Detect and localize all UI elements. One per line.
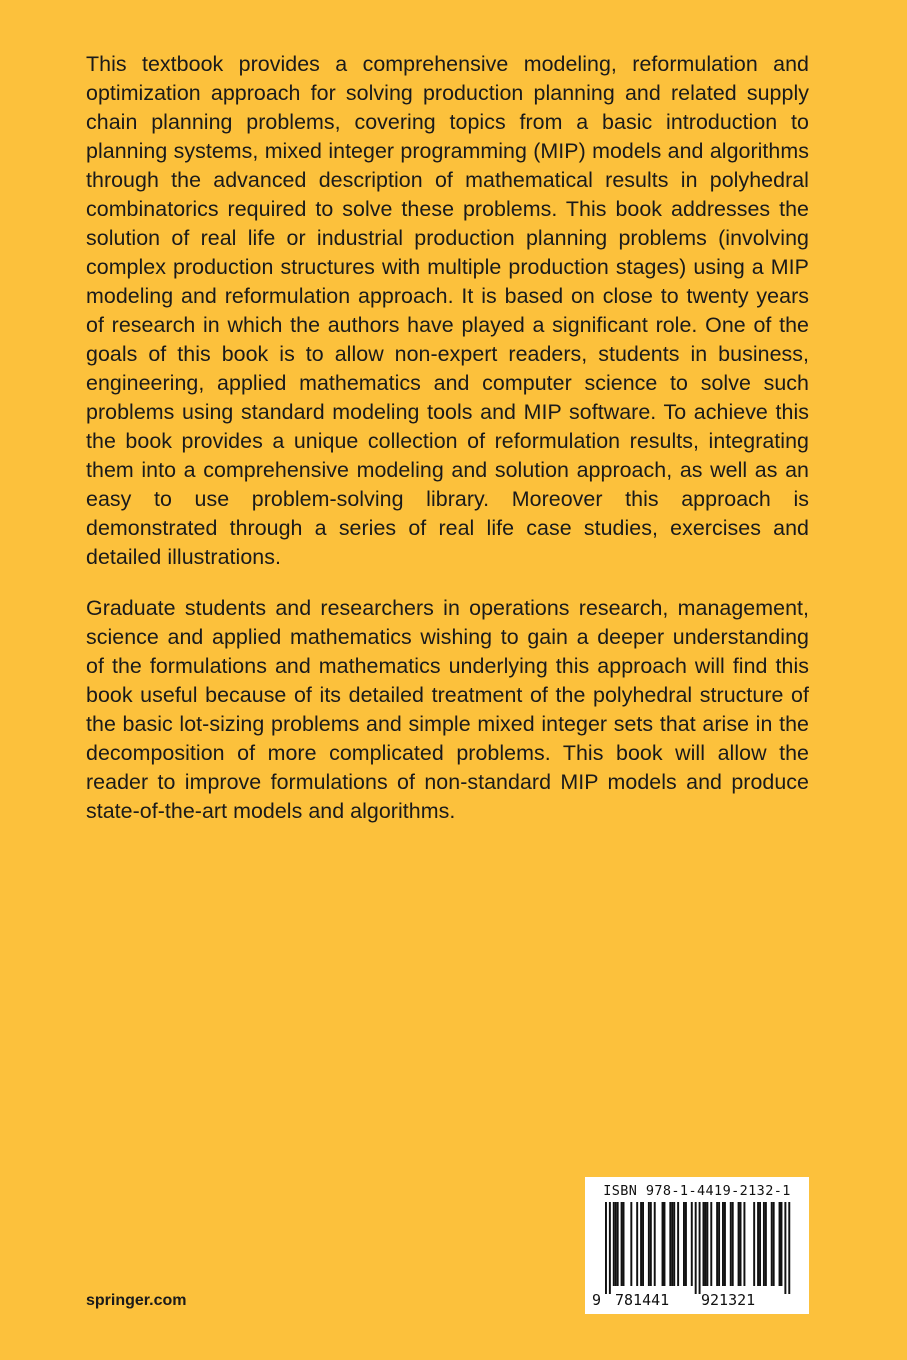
barcode-bar — [718, 1202, 720, 1286]
barcode-bars — [605, 1202, 795, 1294]
barcode-bar — [716, 1202, 718, 1286]
barcode-bar — [677, 1202, 679, 1286]
barcode-bar — [642, 1202, 644, 1286]
barcode-bar — [691, 1202, 693, 1286]
barcode-bar — [753, 1202, 755, 1286]
barcode-bar — [695, 1202, 697, 1294]
barcode-bar — [771, 1202, 773, 1286]
back-cover-description — [86, 50, 809, 848]
barcode-bar — [765, 1202, 767, 1286]
barcode-bar — [732, 1202, 734, 1286]
barcode-bar — [669, 1202, 671, 1286]
barcode-bar — [779, 1202, 781, 1286]
barcode-bar — [724, 1202, 726, 1286]
barcode-bar — [730, 1202, 732, 1286]
barcode-bar — [621, 1202, 623, 1286]
barcode-bar — [722, 1202, 724, 1286]
isbn-label: ISBN 978-1-4419-2132-1 — [603, 1183, 791, 1199]
barcode-bar — [699, 1202, 701, 1294]
barcode-bar — [673, 1202, 675, 1286]
barcode-bar — [743, 1202, 745, 1286]
isbn-barcode — [585, 1177, 809, 1314]
barcode-bar — [640, 1202, 642, 1286]
barcode-bar — [671, 1202, 673, 1286]
barcode-bar — [615, 1202, 617, 1286]
barcode-bar — [609, 1202, 611, 1294]
barcode-digits — [585, 1291, 809, 1311]
barcode-bar — [650, 1202, 652, 1286]
barcode-bar — [636, 1202, 638, 1286]
barcode-bar — [784, 1202, 786, 1294]
barcode-bar — [781, 1202, 783, 1286]
barcode-bar — [662, 1202, 664, 1286]
barcode-bar — [759, 1202, 761, 1286]
barcode-bar — [704, 1202, 706, 1286]
barcode-bar — [630, 1202, 632, 1286]
publisher-url: springer.com — [86, 1292, 187, 1309]
barcode-bar — [757, 1202, 759, 1286]
barcode-left-group: 781441 — [615, 1291, 670, 1309]
barcode-bar — [664, 1202, 666, 1286]
barcode-bar — [617, 1202, 619, 1286]
description-paragraph-1: This textbook provides a comprehensive modeling, reformulation and optimization approach for solving production planning and related supply chain planning problems, covering topics from a basic introduction to planning systems, mixed integer programming (MIP) models and algorithms through the advanced description of mathematical results in polyhedral combinatorics required to solve these problems. This book addresses the solution of real life or industrial production planning problems (involving complex production structures with multiple production stages) using a MIP modeling and reformulation approach. It is based on close to twenty years of research in which the authors have played a significant role. One of the goals of this book is to allow non-expert readers, students in business, engineering, applied mathematics and computer science to solve such problems using standard modeling tools and MIP software. To achieve this the book provides a unique collection of reformulation results, integrating them into a comprehensive modeling and solution approach, as well as an easy to use problem-solving library. Moreover this approach is demonstrated through a series of real life case studies, exercises and detailed illustrations. — [86, 52, 809, 569]
barcode-bar — [710, 1202, 712, 1286]
barcode-bar — [613, 1202, 615, 1286]
barcode-bar — [623, 1202, 625, 1286]
barcode-bar — [788, 1202, 790, 1294]
barcode-bar — [703, 1202, 705, 1286]
barcode-bar — [654, 1202, 656, 1286]
barcode-bar — [685, 1202, 687, 1286]
barcode-bar — [773, 1202, 775, 1286]
barcode-bar — [763, 1202, 765, 1286]
barcode-bar — [648, 1202, 650, 1286]
barcode-right-group: 921321 — [701, 1291, 756, 1309]
barcode-first-digit: 9 — [592, 1291, 602, 1309]
barcode-bar — [740, 1202, 742, 1286]
description-paragraph-2: Graduate students and researchers in operations research, management, science and applied mathematics wishing to gain a deeper understanding of the formulations and mathematics underlying this approach will find this book useful because of its detailed treatment of the polyhedral structure of the basic lot-sizing problems and simple mixed integer sets that arise in the decomposition of more complicated problems. This book will allow the reader to improve formulations of non-standard MIP models and produce state-of-the-art models and algorithms. — [86, 596, 809, 823]
barcode-bar — [738, 1202, 740, 1286]
barcode-bar — [683, 1202, 685, 1286]
barcode-bar — [605, 1202, 607, 1294]
barcode-bar — [706, 1202, 708, 1286]
